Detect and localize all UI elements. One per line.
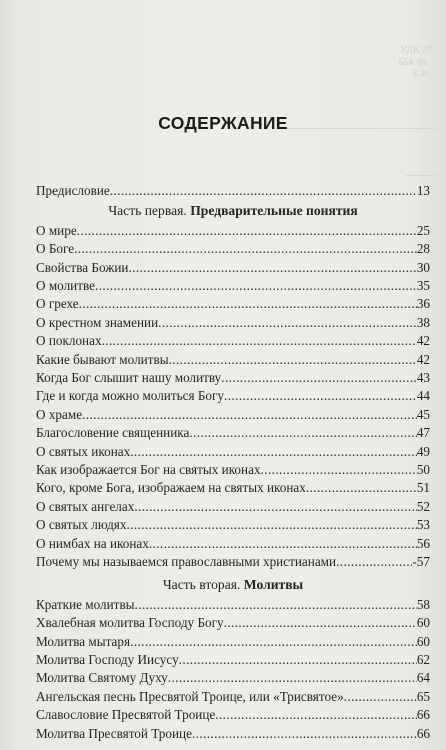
toc-entry-page: 30 bbox=[416, 259, 430, 275]
toc-entry bbox=[36, 633, 430, 651]
dot-leader bbox=[169, 351, 417, 369]
dot-leader bbox=[336, 553, 412, 571]
part2-entries bbox=[36, 596, 430, 743]
toc-entry bbox=[36, 535, 430, 553]
dot-leader bbox=[149, 535, 417, 553]
toc-entry bbox=[36, 725, 430, 743]
toc-entry-label: Славословие Пресвятой Троице bbox=[36, 707, 216, 723]
dot-leader bbox=[102, 332, 417, 350]
toc-entry-page: 56 bbox=[416, 535, 430, 551]
dot-leader bbox=[179, 651, 417, 669]
toc-entry-label: Благословение священника bbox=[36, 425, 190, 441]
toc-entry bbox=[36, 706, 430, 724]
toc-entry-page: 43 bbox=[416, 370, 430, 386]
dot-leader bbox=[95, 277, 417, 295]
dot-leader bbox=[126, 516, 416, 534]
toc-entry-page: 44 bbox=[416, 388, 430, 404]
toc-entry-page: -57 bbox=[412, 553, 430, 569]
dot-leader bbox=[224, 614, 417, 632]
dot-leader bbox=[130, 633, 417, 651]
toc-entry-label: Молитва Господу Иисусу bbox=[36, 651, 179, 667]
toc-entry-page: 64 bbox=[416, 670, 430, 686]
toc-entry-page: 35 bbox=[416, 278, 430, 294]
dot-leader bbox=[79, 295, 417, 313]
toc-entry-label: Где и когда можно молиться Богу bbox=[36, 388, 225, 404]
toc-entry-label: Молитва мытаря bbox=[36, 633, 131, 649]
toc-entry-page: 60 bbox=[416, 615, 430, 631]
toc-entry bbox=[36, 259, 430, 277]
dot-leader bbox=[82, 406, 417, 424]
section-title: Молитвы bbox=[243, 577, 304, 593]
toc-entry-label: Как изображается Бог на святых иконах bbox=[36, 461, 261, 477]
toc-entry-page: 52 bbox=[416, 498, 430, 514]
table-of-contents bbox=[36, 182, 430, 743]
toc-entry-label: О мире bbox=[36, 222, 77, 238]
dot-leader bbox=[189, 424, 416, 442]
dot-leader bbox=[261, 461, 417, 479]
section-prefix: Часть вторая. bbox=[162, 577, 241, 593]
toc-entry-label: О святых ангелах bbox=[36, 498, 135, 514]
dot-leader bbox=[128, 259, 416, 277]
toc-entry-label: Свойства Божии bbox=[36, 259, 129, 275]
toc-entry bbox=[36, 688, 430, 706]
toc-entry bbox=[36, 669, 430, 687]
toc-entry bbox=[36, 277, 430, 295]
toc-entry-label: Краткие молитвы bbox=[36, 596, 135, 612]
toc-entry bbox=[36, 498, 430, 516]
toc-entry-label: О грехе bbox=[36, 296, 79, 312]
toc-entry bbox=[36, 406, 430, 424]
toc-entry bbox=[36, 424, 430, 442]
toc-entry bbox=[36, 461, 430, 479]
toc-entry-page: 25 bbox=[416, 222, 430, 238]
toc-entry-label: Молитва Святому Духу bbox=[36, 670, 168, 686]
toc-entry bbox=[36, 351, 430, 369]
toc-entry-label: Хвалебная молитва Господу Богу bbox=[36, 615, 224, 631]
toc-entry-label: О поклонах bbox=[36, 333, 102, 349]
toc-entry-page: 47 bbox=[416, 425, 430, 441]
dot-leader bbox=[110, 182, 417, 200]
dot-leader bbox=[168, 669, 417, 687]
section-title: Предварительные понятия bbox=[190, 203, 358, 219]
toc-entry-page: 50 bbox=[416, 461, 430, 477]
toc-entry-label: О святых иконах bbox=[36, 443, 131, 459]
toc-entry-label: О святых людях bbox=[36, 517, 127, 533]
dot-leader bbox=[221, 369, 417, 387]
toc-entry-page: 36 bbox=[416, 296, 430, 312]
toc-entry-label: Почему мы называемся православными христианами bbox=[36, 553, 337, 569]
toc-entry-page: 53 bbox=[416, 517, 430, 533]
dot-leader bbox=[135, 596, 417, 614]
toc-entry-page: 65 bbox=[416, 688, 430, 704]
toc-entry-label: Предисловие bbox=[36, 183, 110, 198]
dot-leader bbox=[158, 314, 417, 332]
dot-leader bbox=[306, 479, 417, 497]
toc-entry bbox=[36, 222, 430, 240]
toc-entry-label: Ангельская песнь Пресвятой Троице, или «Трисвятое» bbox=[36, 688, 344, 704]
section-heading-part2 bbox=[36, 575, 430, 596]
toc-entry-page: 42 bbox=[416, 351, 430, 367]
toc-entry-page: 62 bbox=[416, 651, 430, 667]
dot-leader bbox=[215, 706, 417, 724]
section-heading-part1 bbox=[36, 201, 430, 222]
dot-leader bbox=[130, 443, 417, 461]
toc-entry-page: 66 bbox=[416, 707, 430, 723]
toc-entry bbox=[36, 614, 430, 632]
toc-entry bbox=[36, 443, 430, 461]
toc-entry-preface bbox=[36, 182, 430, 200]
toc-entry bbox=[36, 651, 430, 669]
page-title: СОДЕРЖАНИЕ bbox=[158, 113, 288, 133]
show-through-text: К 33 bbox=[412, 69, 428, 78]
toc-entry-page: 49 bbox=[416, 443, 430, 459]
toc-entry-label: О нимбах на иконах bbox=[36, 535, 149, 551]
toc-entry bbox=[36, 553, 430, 571]
section-prefix: Часть первая. bbox=[108, 203, 187, 219]
show-through-rule bbox=[406, 175, 436, 176]
toc-entry bbox=[36, 332, 430, 350]
part1-entries bbox=[36, 222, 430, 571]
toc-entry-page: 38 bbox=[416, 314, 430, 330]
toc-entry-label: О храме bbox=[36, 406, 83, 422]
toc-entry bbox=[36, 314, 430, 332]
show-through-text: ББК 86 bbox=[398, 57, 426, 67]
toc-entry-page: 13 bbox=[416, 183, 430, 198]
toc-entry bbox=[36, 240, 430, 258]
toc-entry-label: О молитве bbox=[36, 278, 95, 294]
toc-entry bbox=[36, 516, 430, 534]
toc-entry bbox=[36, 596, 430, 614]
toc-entry-page: 51 bbox=[416, 480, 430, 496]
toc-entry-page: 45 bbox=[416, 406, 430, 422]
dot-leader bbox=[192, 725, 417, 743]
toc-entry-page: 58 bbox=[416, 596, 430, 612]
show-through-text: УДК 27 bbox=[399, 45, 432, 56]
dot-leader bbox=[77, 222, 417, 240]
toc-entry-label: О Боге bbox=[36, 241, 75, 257]
toc-entry-page: 60 bbox=[416, 633, 430, 649]
dot-leader bbox=[134, 498, 416, 516]
toc-entry-label: О крестном знамении bbox=[36, 314, 159, 330]
toc-entry-label: Молитва Пресвятой Троице bbox=[36, 725, 192, 741]
toc-entry-page: 42 bbox=[416, 333, 430, 349]
toc-entry-label: Кого, кроме Бога, изображаем на святых иконах bbox=[36, 480, 306, 496]
dot-leader bbox=[344, 688, 417, 706]
toc-entry bbox=[36, 369, 430, 387]
toc-entry-page: 66 bbox=[416, 725, 430, 741]
toc-entry-label: Какие бывают молитвы bbox=[36, 351, 169, 367]
dot-leader bbox=[224, 387, 417, 405]
dot-leader bbox=[74, 240, 417, 258]
toc-entry bbox=[36, 295, 430, 313]
toc-entry bbox=[36, 479, 430, 497]
toc-entry bbox=[36, 387, 430, 405]
toc-entry-page: 28 bbox=[416, 241, 430, 257]
toc-entry-label: Когда Бог слышит нашу молитву bbox=[36, 370, 222, 386]
